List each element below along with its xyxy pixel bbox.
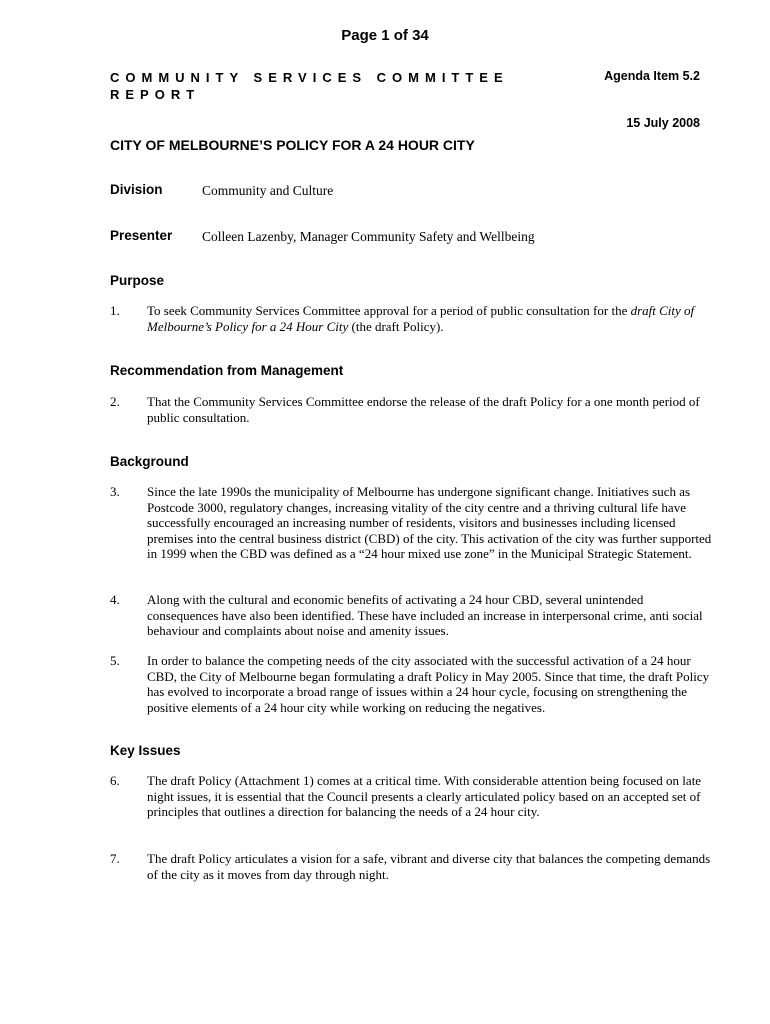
background-heading: Background — [110, 454, 189, 469]
committee-title — [110, 69, 530, 103]
division-value: Community and Culture — [202, 183, 334, 198]
policy-title-italic: draft City of Melbourne’s Policy for a 24 Hour City — [147, 303, 695, 334]
purpose-heading: Purpose — [110, 273, 165, 288]
committee-title-line1: COMMUNITY SERVICES COMMITTEE — [110, 70, 509, 85]
agenda-item: Agenda Item 5.2 — [604, 69, 700, 83]
document-title: CITY OF MELBOURNE’S POLICY FOR A 24 HOUR CITY — [110, 137, 475, 153]
page-number: Page 1 of 34 — [341, 27, 429, 44]
paragraph-number: 7. — [110, 851, 120, 866]
paragraph-1 — [110, 303, 715, 334]
paragraph-text: That the Community Services Committee endorse the release of the draft Policy for a one month period of public consultation. — [147, 394, 700, 425]
paragraph-text: In order to balance the competing needs of the city associated with the successful activation of a 24 hour CBD, the City of Melbourne began formulating a draft Policy in May 2005. Since that time, the draft Policy has evolved to incorporate a broad range of issues within a 24 hour cycle, focusing on strengthening the positive elements of a 24 hour city while working on reducing the negatives. — [147, 653, 710, 715]
paragraph-text: To seek Community Services Committee approval for a period of public consultation for the draft City of Melbourne’s Policy for a 24 Hour City (the draft Policy). — [147, 303, 695, 334]
committee-title-line2: REPORT — [110, 87, 201, 102]
paragraph-number: 2. — [110, 394, 120, 409]
paragraph-2 — [110, 394, 715, 425]
paragraph-6 — [110, 773, 715, 820]
paragraph-3 — [110, 484, 715, 562]
paragraph-number: 3. — [110, 484, 120, 499]
presenter-value: Colleen Lazenby, Manager Community Safety and Wellbeing — [202, 229, 535, 244]
paragraph-number: 4. — [110, 592, 120, 607]
key-issues-heading: Key Issues — [110, 743, 181, 758]
paragraph-text: The draft Policy articulates a vision for a safe, vibrant and diverse city that balances the competing demands of the city as it moves from day through night. — [147, 851, 711, 882]
recommendation-heading: Recommendation from Management — [110, 363, 344, 378]
paragraph-number: 6. — [110, 773, 120, 788]
report-date: 15 July 2008 — [626, 116, 700, 130]
paragraph-5 — [110, 653, 715, 715]
paragraph-text: Since the late 1990s the municipality of Melbourne has undergone significant change. Initiatives such as Postcode 3000, regulatory changes, increasing vitality of the city centre and a thriving cultural life have successfully encouraged an increasing number of residents, visitors and businesses including licensed premises into the central business district (CBD) of the city. This activation of the city was further supported in 1999 when the CBD was defined as a “24 hour mixed use zone” in the Municipal Strategic Statement. — [147, 484, 712, 561]
paragraph-text: Along with the cultural and economic benefits of activating a 24 hour CBD, several unintended consequences have also been identified. These have included an increase in interpersonal crime, anti social behaviour and complaints about noise and amenity issues. — [147, 592, 703, 638]
paragraph-number: 5. — [110, 653, 120, 668]
paragraph-7 — [110, 851, 715, 882]
division-label: Division — [110, 182, 163, 197]
paragraph-4 — [110, 592, 715, 639]
paragraph-number: 1. — [110, 303, 120, 318]
presenter-label: Presenter — [110, 228, 173, 243]
paragraph-text: The draft Policy (Attachment 1) comes at a critical time. With considerable attention being focused on late night issues, it is essential that the Council presents a clearly articulated policy based on an accepted set of principles that outlines a direction for balancing the needs of a 24 hour city. — [147, 773, 702, 819]
